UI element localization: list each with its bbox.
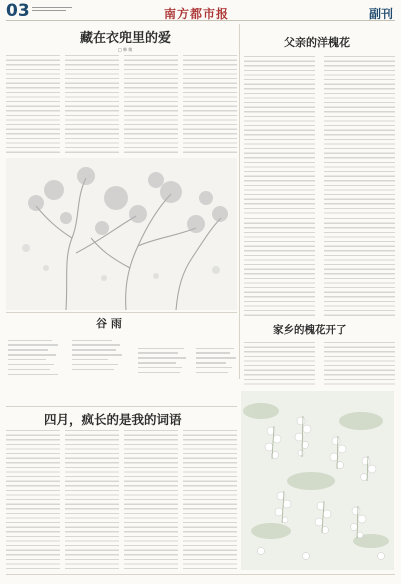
headline-guyu: 谷 雨 [96, 317, 122, 330]
headline-april: 四月，疯长的是我的词语 [44, 412, 182, 427]
poem-col-1 [8, 336, 60, 379]
page-number: 03 [6, 1, 30, 21]
locust-flower-photo [241, 391, 394, 570]
article-body-father-cont [244, 218, 395, 316]
section-title: 副刊 [368, 7, 393, 21]
page-footer [6, 574, 395, 581]
headline-home: 家乡的槐花开了 [273, 324, 347, 336]
byline-zang: □ 韩 敏 [118, 47, 133, 52]
headline-father: 父亲的洋槐花 [284, 36, 350, 49]
poem-col-3 [138, 344, 188, 377]
poem-col-4 [196, 344, 238, 377]
masthead [6, 1, 395, 21]
tree-photo [6, 158, 237, 310]
article-body-home [244, 342, 395, 388]
masthead-info [32, 6, 72, 11]
article-body-april [6, 430, 237, 570]
section-rule [6, 312, 237, 313]
column-rule [239, 24, 240, 379]
article-body-father [244, 56, 395, 216]
paper-logo: 南方都市报 [164, 7, 230, 21]
headline-zang: 藏在衣兜里的爱 [80, 31, 172, 46]
article-body-zang [6, 55, 237, 155]
poem-col-2 [72, 336, 124, 374]
section-rule-2 [6, 406, 237, 407]
